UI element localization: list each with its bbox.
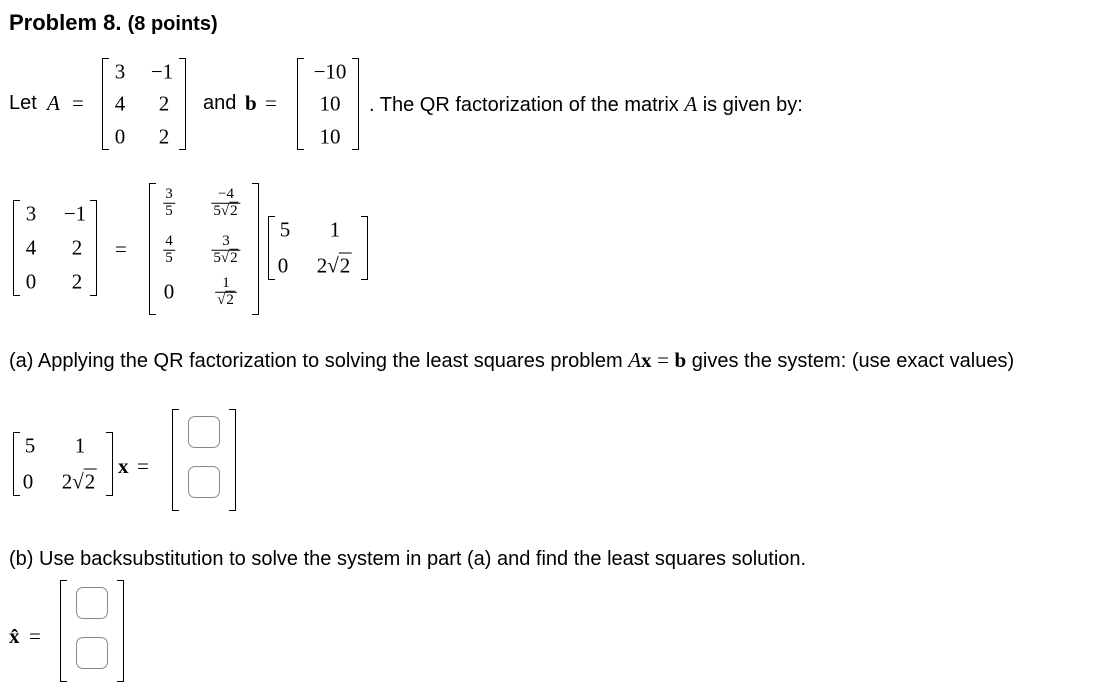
matrix-cell: 2 (158, 124, 170, 149)
problem-number: Problem 8. (9, 10, 122, 35)
part-a-prompt: (a) Applying the QR factorization to solving the least squares problem Ax = b gives the system: (use exact values) (9, 348, 1015, 372)
matrix-Q (149, 183, 259, 315)
matrix-cell: $\frac{-4}{5√2}$ (211, 187, 240, 220)
matrix-cell: 3 (25, 201, 37, 226)
symbol-A: A (47, 91, 60, 115)
intro-let: Let (9, 92, 37, 114)
matrix-cell: 5 (24, 433, 36, 458)
symbol-A: A (684, 92, 698, 116)
matrix-cell: $\frac{3}{5}$ (165, 185, 173, 219)
matrix-cell: 0 (114, 124, 126, 149)
symbol-A: A (628, 348, 642, 372)
matrix-cell: 0 (25, 269, 37, 294)
problem-points: (8 points) (127, 13, 218, 35)
matrix-cell: $\frac{4}{5}$ (165, 232, 173, 266)
vector-b (297, 58, 359, 150)
matrix-cell: 5 (279, 217, 291, 242)
equals-sign: = (29, 624, 41, 648)
matrix-A (102, 58, 186, 150)
answer-vector-b (60, 580, 124, 682)
intro-sentence: . The QR factorization of the matrix A is given by: (369, 92, 803, 116)
equals-sign: = (137, 454, 149, 478)
matrix-cell: 2 (158, 91, 170, 116)
matrix-cell: $\frac{1}{√2}$ (215, 276, 237, 309)
matrix-cell: 0 (22, 469, 34, 494)
matrix-cell: 4 (25, 235, 37, 260)
matrix-A-repeat (13, 200, 97, 296)
symbol-xhat: x̂ (9, 624, 20, 648)
vector-cell: 10 (319, 91, 341, 116)
matrix-cell: 1 (329, 217, 341, 242)
answer-input-b1[interactable] (76, 587, 108, 619)
matrix-cell: 1 (74, 433, 86, 458)
matrix-cell: −1 (150, 59, 174, 84)
symbol-b: b (245, 91, 257, 115)
matrix-cell: 4 (114, 91, 126, 116)
intro-and: and (203, 92, 237, 114)
vector-cell: −10 (313, 59, 347, 84)
matrix-R-system (13, 432, 113, 496)
matrix-cell: 0 (163, 279, 175, 304)
answer-input-b2[interactable] (76, 637, 108, 669)
symbol-x: x (641, 348, 652, 372)
equals-sign: = (265, 91, 277, 115)
vector-cell: 10 (319, 124, 341, 149)
matrix-cell: −1 (63, 201, 87, 226)
matrix-cell: 3 (114, 59, 126, 84)
symbol-b: b (674, 348, 687, 372)
answer-vector-a (172, 409, 236, 511)
matrix-cell: 2 (71, 235, 83, 260)
equals-sign: = (115, 237, 127, 261)
part-b-prompt: (b) Use backsubstitution to solve the system in part (a) and find the least squares solution. (9, 548, 807, 570)
matrix-cell: 0 (277, 253, 289, 278)
matrix-cell: 2√2 (61, 469, 96, 494)
symbol-x: x (118, 454, 129, 478)
equals-sign: = (72, 91, 84, 115)
answer-input-a1[interactable] (188, 416, 220, 448)
matrix-cell: 2 (71, 269, 83, 294)
matrix-R (268, 216, 368, 280)
matrix-cell: $\frac{3}{5√2}$ (211, 234, 240, 267)
answer-input-a2[interactable] (188, 466, 220, 498)
problem-title (9, 10, 218, 36)
matrix-cell: 2√2 (316, 253, 351, 278)
